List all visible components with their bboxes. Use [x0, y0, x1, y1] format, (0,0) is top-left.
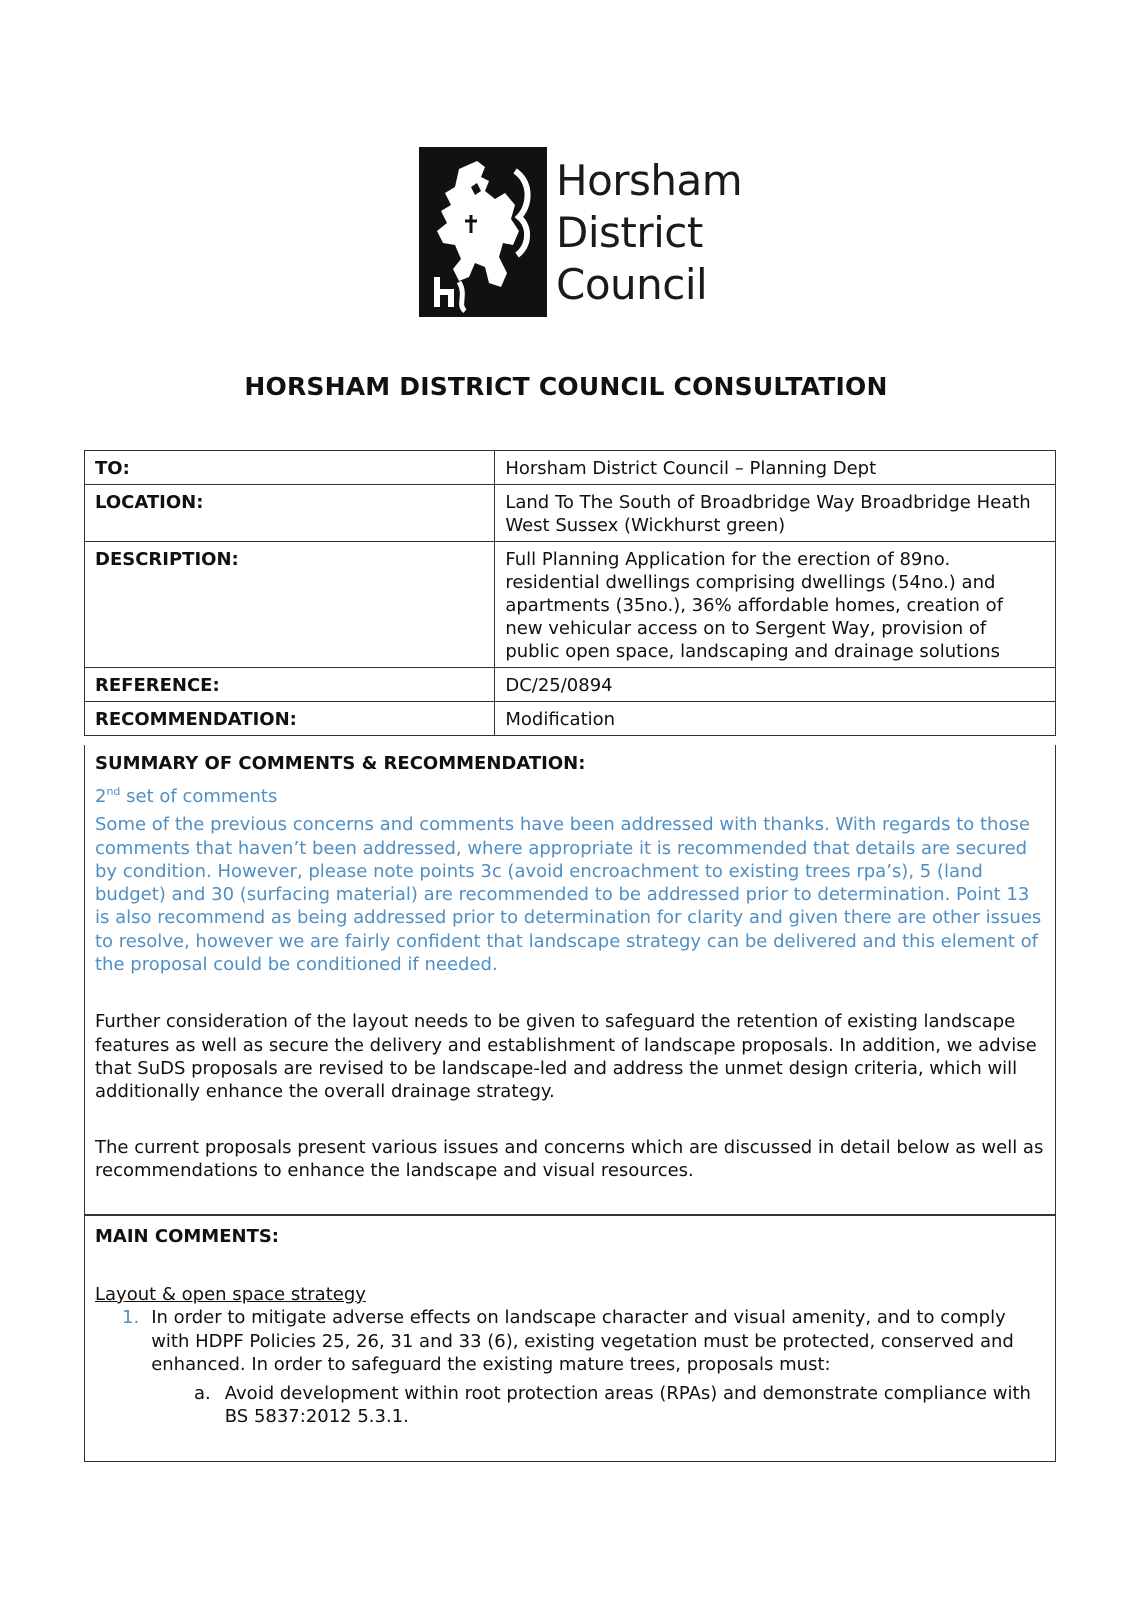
- table-row: [85, 702, 1056, 736]
- comment-set-label: 2nd set of comments: [95, 785, 278, 807]
- field-label: TO:: [85, 451, 495, 485]
- list-item-text: In order to mitigate adverse effects on landscape character and visual amenity, and to comply with HDPF Policies 25, 26, 31 and 33 (6), existing vegetation must be protected, conserved and enhanced. In order to safeguard the existing mature trees, proposals must:: [151, 1307, 1014, 1375]
- table-row: [85, 668, 1056, 702]
- list-item-text: Avoid development within root protection areas (RPAs) and demonstrate compliance with BS 5837:2012 5.3.1.: [224, 1383, 1031, 1428]
- table-row: [85, 542, 1056, 668]
- field-label: LOCATION:: [85, 485, 495, 542]
- list-letter: a.: [194, 1383, 211, 1405]
- summary-update-paragraph: Some of the previous concerns and comments have been addressed with thanks. With regards to those comments that haven’t been addressed, where appropriate it is recommended that details are secured by condition. However, please note points 3c (avoid encroachment to existing trees rpa’s), 5 (land budget) and 30 (surfacing material) are recommended to be addressed prior to determination. Point 13 is also recommend as being addressed prior to determination for clarity and given there are other issues to resolve, however we are fairly confident that landscape strategy can be delivered and this element of the proposal could be conditioned if needed.: [95, 814, 1042, 976]
- page-title: HORSHAM DISTRICT COUNCIL CONSULTATION: [244, 372, 888, 401]
- field-value: Modification: [495, 702, 1056, 736]
- summary-paragraph: Further consideration of the layout needs to be given to safeguard the retention of existing landscape features as well as secure the delivery and establishment of landscape proposals. In addition, we advise that SuDS proposals are revised to be landscape-led and address the unmet design criteria, which will additionally enhance the overall drainage strategy.: [95, 1011, 1037, 1103]
- field-value: Land To The South of Broadbridge Way Broadbridge Heath West Sussex (Wickhurst green): [495, 485, 1056, 542]
- list-number: 1.: [122, 1307, 140, 1329]
- list-item: [122, 1306, 1045, 1376]
- summary-section: [84, 745, 1056, 1215]
- summary-heading: SUMMARY OF COMMENTS & RECOMMENDATION:: [95, 753, 586, 774]
- consultation-details-table: [84, 450, 1056, 736]
- summary-paragraph: The current proposals present various issues and concerns which are discussed in detail below as well as recommendations to enhance the landscape and visual resources.: [95, 1136, 1044, 1181]
- field-label: DESCRIPTION:: [85, 542, 495, 668]
- field-value: Horsham District Council – Planning Dept: [495, 451, 1056, 485]
- field-value: DC/25/0894: [495, 668, 1056, 702]
- lion-crest-icon: [419, 147, 547, 317]
- field-label: RECOMMENDATION:: [85, 702, 495, 736]
- council-logo: [419, 147, 742, 317]
- main-comments-section: [84, 1215, 1056, 1462]
- logo-text: Horsham District Council: [556, 156, 743, 309]
- field-value: Full Planning Application for the erection of 89no. residential dwellings comprising dwellings (54no.) and apartments (35no.), 36% affordable homes, creation of new vehicular access on to Sergent Way, provision of public open space, landscaping and drainage solutions: [495, 542, 1056, 668]
- table-row: [85, 451, 1056, 485]
- field-label: REFERENCE:: [85, 668, 495, 702]
- list-item: [191, 1382, 1045, 1429]
- section-subheading: Layout & open space strategy: [95, 1284, 366, 1305]
- main-comments-heading: MAIN COMMENTS:: [95, 1226, 280, 1247]
- table-row: [85, 485, 1056, 542]
